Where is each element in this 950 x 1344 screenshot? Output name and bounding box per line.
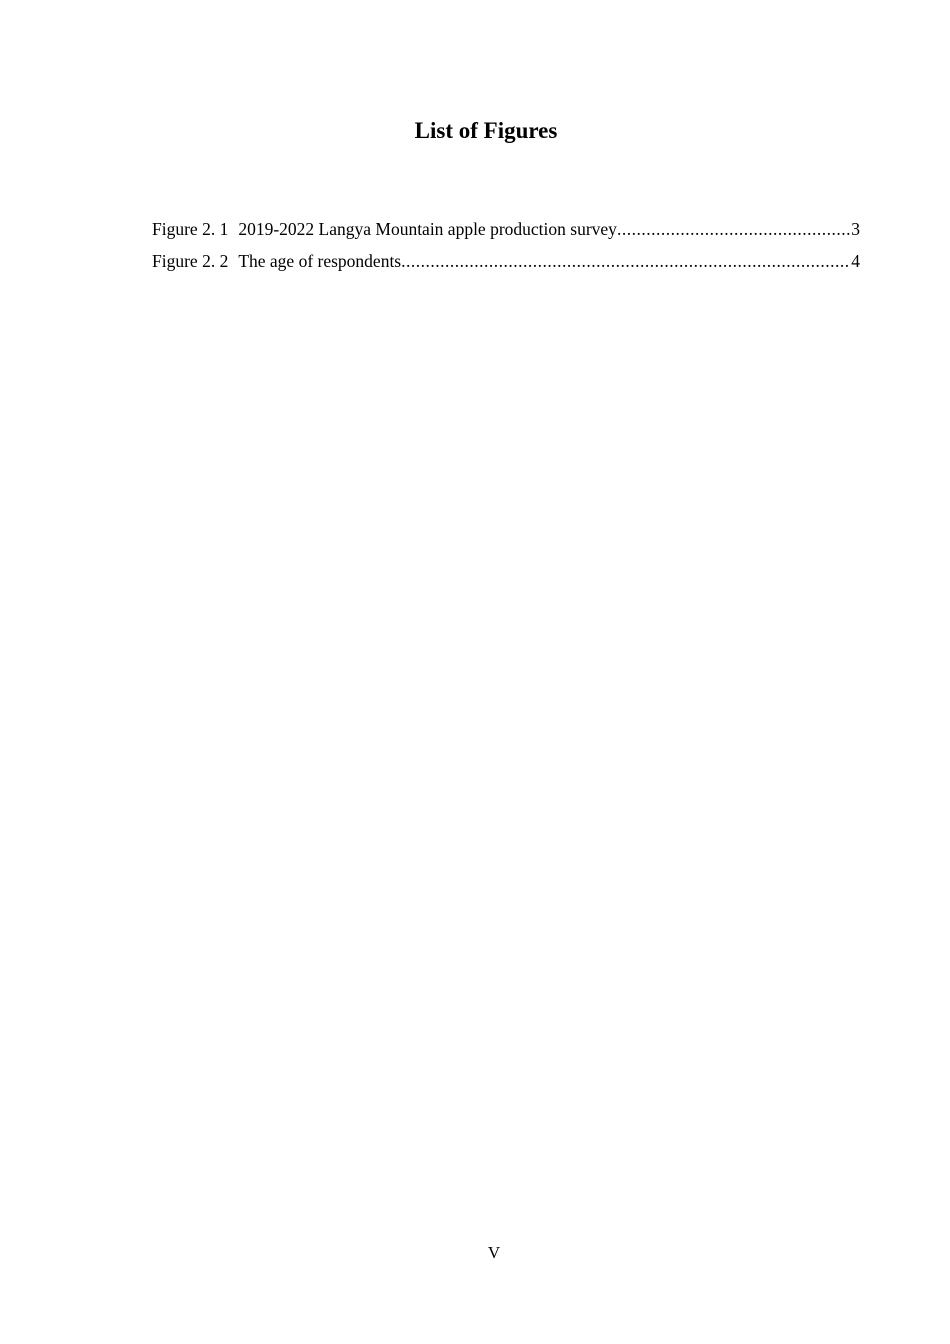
- page-footer-number: V: [487, 1243, 501, 1262]
- dot-leader: [617, 213, 850, 245]
- figure-entry[interactable]: [152, 213, 860, 245]
- figure-label: Figure 2. 1: [152, 219, 229, 239]
- dot-leader: [401, 245, 850, 277]
- page-title: List of Figures: [414, 118, 558, 143]
- figure-list: [152, 213, 860, 277]
- figure-caption: 2019-2022 Langya Mountain apple production survey: [238, 219, 617, 239]
- figure-label: Figure 2. 2: [152, 251, 229, 271]
- figure-page-number: 4: [851, 251, 860, 271]
- figure-caption: The age of respondents: [238, 251, 402, 271]
- figure-page-number: 3: [851, 219, 860, 239]
- figure-entry[interactable]: [152, 245, 860, 277]
